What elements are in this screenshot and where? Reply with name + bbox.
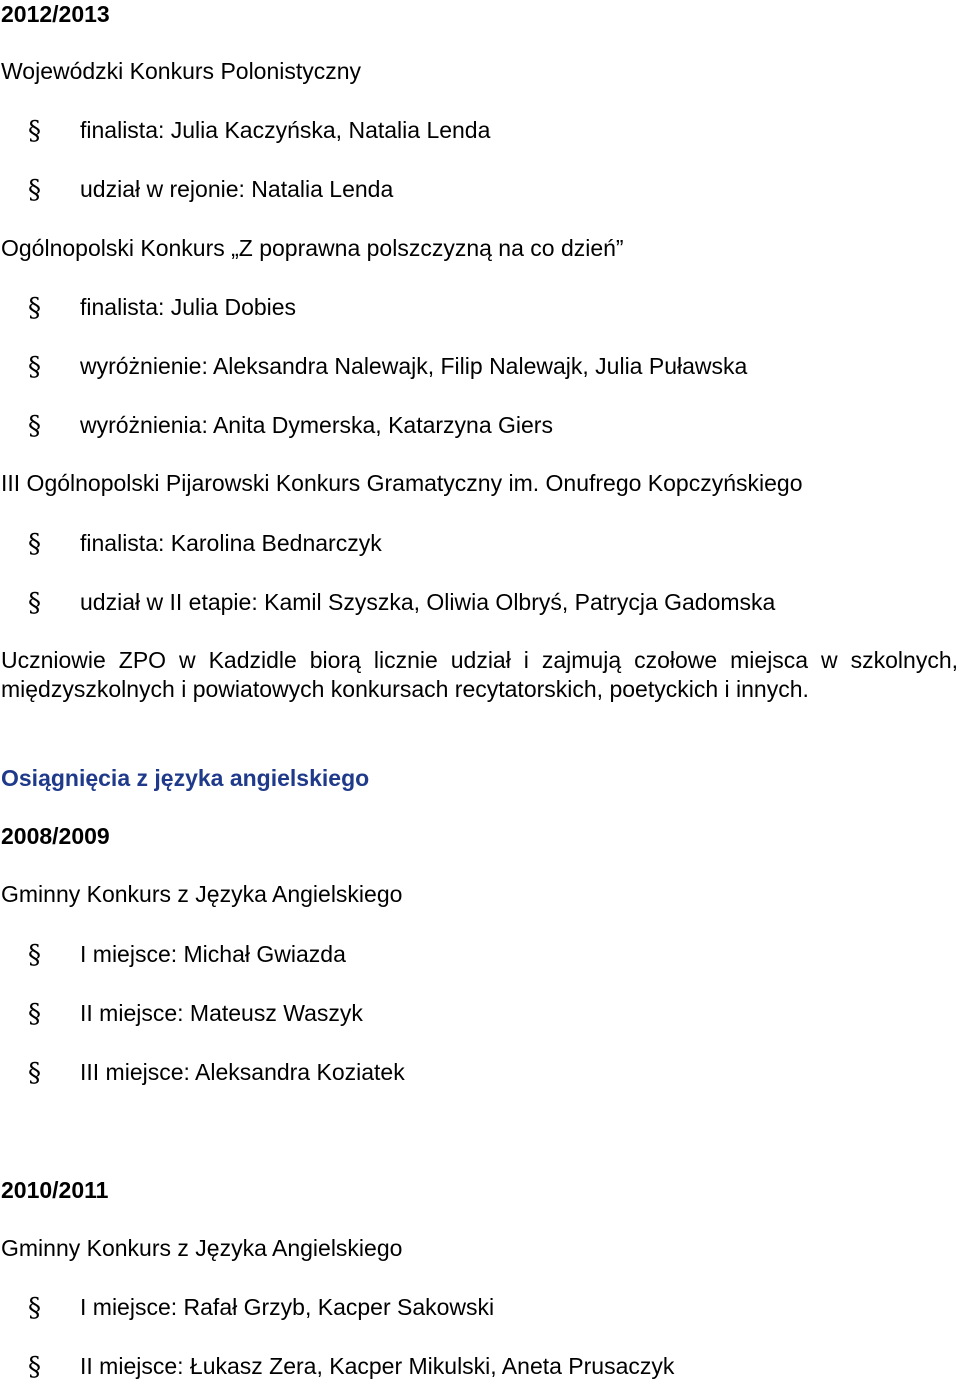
contest-title: III Ogólnopolski Pijarowski Konkurs Gramatyczny im. Onufrego Kopczyńskiego: [1, 470, 803, 496]
list-item: II miejsce: Łukasz Zera, Kacper Mikulski, Aneta Prusaczyk: [80, 1353, 675, 1379]
section-bullet-icon: §: [28, 116, 41, 146]
section-bullet-icon: §: [28, 1058, 41, 1088]
list-item: udział w II etapie: Kamil Szyszka, Oliwia Olbryś, Patrycja Gadomska: [80, 589, 776, 615]
section-bullet-icon: §: [28, 940, 41, 970]
body-paragraph: Uczniowie ZPO w Kadzidle biorą licznie udział i zajmują czołowe miejsca w szkolnych, międzyszkolnych i powiatowych konkursach recytatorskich, poetyckich i innych.: [1, 647, 958, 702]
section-bullet-icon: §: [28, 1352, 41, 1382]
list-item: finalista: Julia Kaczyńska, Natalia Lenda: [80, 117, 491, 143]
section-bullet-icon: §: [28, 411, 41, 441]
section-bullet-icon: §: [28, 529, 41, 559]
list-item: wyróżnienia: Anita Dymerska, Katarzyna Giers: [80, 412, 553, 438]
section-bullet-icon: §: [28, 293, 41, 323]
list-item: I miejsce: Rafał Grzyb, Kacper Sakowski: [80, 1294, 495, 1320]
section-heading: Osiągnięcia z języka angielskiego: [1, 765, 370, 791]
list-item: III miejsce: Aleksandra Koziatek: [80, 1059, 405, 1085]
contest-title: Wojewódzki Konkurs Polonistyczny: [1, 58, 362, 84]
contest-title: Gminny Konkurs z Języka Angielskiego: [1, 881, 403, 907]
section-bullet-icon: §: [28, 588, 41, 618]
contest-title: Ogólnopolski Konkurs „Z poprawna polszczyzną na co dzień”: [1, 235, 624, 261]
list-item: II miejsce: Mateusz Waszyk: [80, 1000, 363, 1026]
section-bullet-icon: §: [28, 175, 41, 205]
list-item: wyróżnienie: Aleksandra Nalewajk, Filip Nalewajk, Julia Puławska: [80, 353, 748, 379]
section-bullet-icon: §: [28, 999, 41, 1029]
contest-title: Gminny Konkurs z Języka Angielskiego: [1, 1235, 403, 1261]
year-heading: 2008/2009: [1, 823, 110, 849]
section-bullet-icon: §: [28, 1293, 41, 1323]
list-item: I miejsce: Michał Gwiazda: [80, 941, 346, 967]
section-bullet-icon: §: [28, 352, 41, 382]
year-heading: 2010/2011: [1, 1177, 109, 1203]
list-item: udział w rejonie: Natalia Lenda: [80, 176, 394, 202]
list-item: finalista: Karolina Bednarczyk: [80, 530, 382, 556]
list-item: finalista: Julia Dobies: [80, 294, 297, 320]
year-heading: 2012/2013: [1, 1, 110, 27]
